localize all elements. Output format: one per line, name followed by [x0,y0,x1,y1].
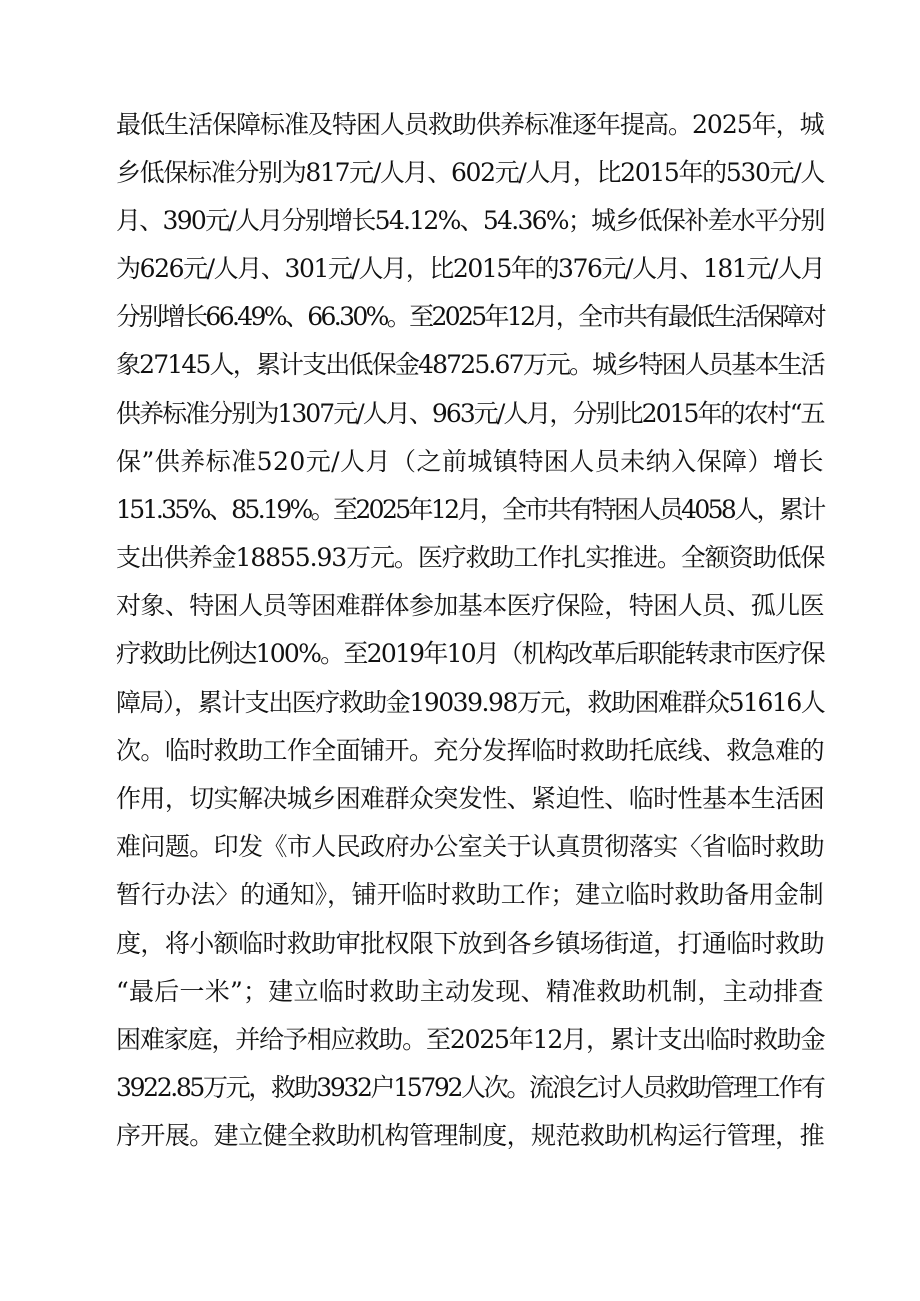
text-line: “最后一米”；建立临时救助主动发现、精准救助机制，主动排查 [116,977,824,1006]
text-line: 难问题。印发《市人民政府办公室关于认真贯彻落实〈省临时救助 [116,832,825,861]
text-line: 151.35%、85.19%。至2025年12月，全市共有特困人员4058人，累计 [116,495,824,524]
text-line: 3922.85万元，救助3932户15792人次。流浪乞讨人员救助管理工作有 [116,1073,824,1102]
text-line: 保”供养标准520元/人月（之前城镇特困人员未纳入保障）增长 [116,447,824,476]
text-line: 月、390元/人月分别增长54.12%、54.36%；城乡低保补差水平分别 [116,206,824,235]
text-line: 障局），累计支出医疗救助金19039.98万元，救助困难群众51616人 [116,688,825,717]
text-line: 疗救助比例达100%。至2019年10月（机构改革后职能转隶市医疗保 [116,639,824,668]
text-line: 序开展。建立健全救助机构管理制度，规范救助机构运行管理，推 [116,1121,825,1150]
text-line: 分别增长66.49%、66.30%。至2025年12月，全市共有最低生活保障对 [116,302,825,331]
text-line: 暂行办法〉的通知》，铺开临时救助工作；建立临时救助备用金制 [116,880,824,909]
text-line: 对象、特困人员等困难群体参加基本医疗保险，特困人员、孤儿医 [116,591,825,620]
text-line: 供养标准分别为1307元/人月、963元/人月，分别比2015年的农村“五 [116,399,824,428]
text-line: 度，将小额临时救助审批权限下放到各乡镇场街道，打通临时救助 [116,929,825,958]
text-line: 作用，切实解决城乡困难群众突发性、紧迫性、临时性基本生活困 [116,784,825,813]
text-line: 困难家庭，并给予相应救助。至2025年12月，累计支出临时救助金 [116,1025,825,1054]
text-line: 为626元/人月、301元/人月，比2015年的376元/人月、181元/人月 [116,254,825,283]
text-line: 乡低保标准分别为817元/人月、602元/人月，比2015年的530元/人 [116,158,825,187]
text-line: 支出供养金18855.93万元。医疗救助工作扎实推进。全额资助低保 [116,543,825,572]
text-line: 次。临时救助工作全面铺开。充分发挥临时救助托底线、救急难的 [116,736,825,765]
text-line: 象27145人，累计支出低保金48725.67万元。城乡特困人员基本生活 [116,350,824,379]
text-line: 最低生活保障标准及特困人员救助供养标准逐年提高。2025年，城 [116,110,824,139]
